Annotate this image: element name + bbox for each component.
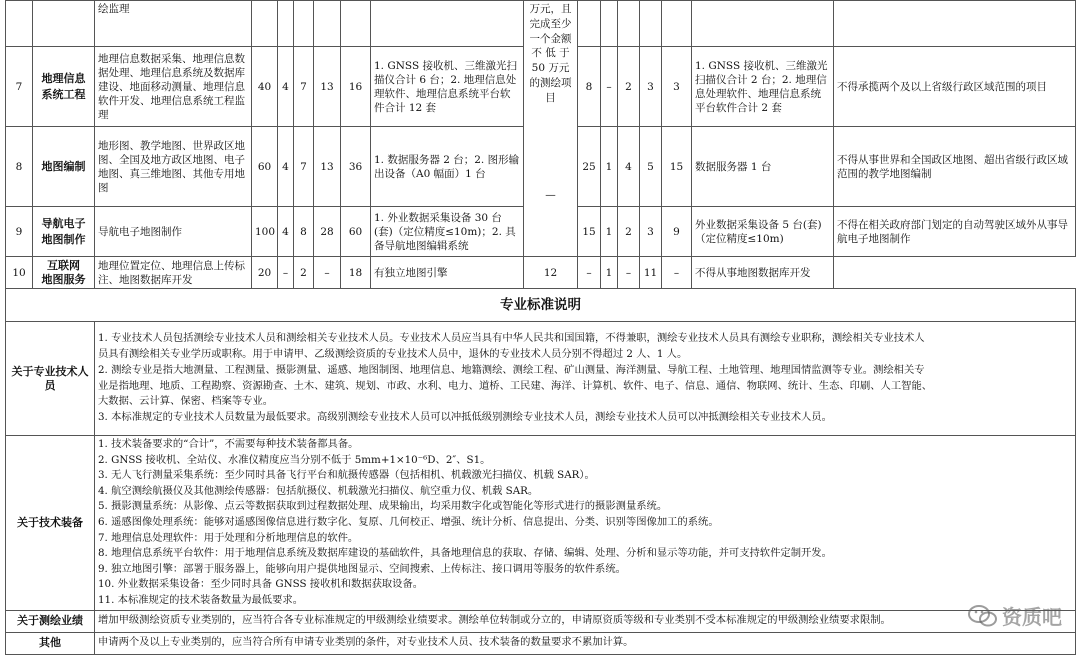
count-d: 28 (314, 207, 341, 257)
count-e: 60 (341, 207, 371, 257)
count-c: 7 (294, 47, 314, 127)
category-name: 地图编制 (33, 127, 95, 207)
scope-cell: 导航电子地图制作 (95, 207, 252, 257)
equipment-cell: 有独立地图引擎 (371, 257, 524, 289)
category-name: 地理信息 系统工程 (33, 47, 95, 127)
count-i: 3 (640, 207, 662, 257)
count-d: – (314, 257, 341, 289)
count-a: 100 (252, 207, 278, 257)
notes-label: 关于专业技术人员 (6, 322, 95, 436)
standards-table-wrapper (5, 0, 1075, 655)
count-a: 20 (252, 257, 278, 289)
watermark (968, 601, 1062, 630)
count-j: 9 (662, 207, 692, 257)
section-title: 专业标准说明 (6, 289, 1076, 322)
count-a: 40 (252, 47, 278, 127)
count-g: – (601, 47, 618, 127)
count-e: 16 (341, 47, 371, 127)
count-h: 4 (618, 127, 640, 207)
equipment2-cell: 数据服务器 1 台 (692, 127, 834, 207)
notes-row (6, 610, 1076, 632)
count-d: 13 (314, 127, 341, 207)
equipment-cell: 1. 外业数据采集设备 30 台(套)（定位精度≤10m)；2. 具备导航地图编辑系统 (371, 207, 524, 257)
count-b: 4 (278, 127, 294, 207)
count-e: 18 (341, 257, 371, 289)
limit-cell: 不得在相关政府部门划定的自动驾驶区域外从事导航电子地图制作 (834, 207, 1076, 257)
count-j: 11 (640, 257, 662, 289)
limit-cell: 不得从事地图数据库开发 (692, 257, 834, 289)
standards-table (5, 0, 1076, 655)
watermark-text: 资质吧 (1002, 605, 1062, 629)
count-j: 3 (662, 47, 692, 127)
table-row (6, 257, 1076, 289)
equipment2-cell: 外业数据采集设备 5 台(套)（定位精度≤10m) (692, 207, 834, 257)
count-f: 8 (578, 47, 601, 127)
count-i: 3 (640, 47, 662, 127)
notes-label: 关于技术装备 (6, 436, 95, 611)
count-i: – (618, 257, 640, 289)
notes-row (6, 322, 1076, 436)
section-title-row (6, 289, 1076, 322)
limit-cell: 不得承揽两个及以上省级行政区域范围的项目 (834, 47, 1076, 127)
equipment-cell: 1. 数据服务器 2 台；2. 图形输出设备（A0 幅面）1 台 (371, 127, 524, 207)
count-f: 15 (578, 207, 601, 257)
count-f: 12 (524, 257, 578, 289)
notes-content: 增加甲级测绘资质专业类别的，应当符合各专业标准规定的甲级测绘业绩要求。测绘单位转制或分立的，申请原资质等级和专业类别不受本标准规定的甲级测绘业绩要求限制。 (95, 610, 1076, 632)
count-a: 60 (252, 127, 278, 207)
notes-row (6, 632, 1076, 654)
row-number: 10 (6, 257, 33, 289)
scope-cell: 地理信息数据采集、地理信息数据处理、地理信息系统及数据库建设、地面移动测量、地理信息软件开发、地理信息系统工程监理 (95, 47, 252, 127)
notes-content: 1. 技术装备要求的“合计”，不需要每种技术装备都具备。 2. GNSS 接收机、全站仪、水准仪精度应当分别不低于 5mm+1×10⁻⁶D、2″、S1。 3. 无人飞行测量采集系统：至少同时具备飞行平台和航摄传感器（包括相机、机载激光扫描仪、机载 SAR）。 4. 航空测绘航摄仪及其他测绘传感器：包括航摄仪、机载激光扫描仪、航空重力仪、机载 SAR。 5. 摄影测量系统：从影像、点云等数据获取到过程数据处理、成果输出，均采用数字化或智能化等形式进行的摄影测量系统。 6. 遥感图像处理系统：能够对遥感图像信息进行数字化、复原、几何校正、增强、统计分析、信息提出、分类、识别等图像加工的系统。 7. 地理信息处理软件：用于处理和分析地理信息的软件。 8. 地理信息系统平台软件：用于地理信息系统及数据库建设的基础软件，具备地理信息的获取、存储、编辑、处理、分析和显示等功能，并可支持软件定制开发。 9. 独立地图引擎：部署于服务器上，能够向用户提供地图显示、空间搜索、上传标注、接口调用等服务的软件系统。 10. 外业数据采集设备：至少同时具备 GNSS 接收机和数据获取设备。 11. 本标准规定的技术装备数量为最低要求。 (95, 436, 1076, 611)
count-b: – (278, 257, 294, 289)
row-number: 8 (6, 127, 33, 207)
wechat-icon (968, 604, 998, 628)
count-g: 1 (601, 207, 618, 257)
notes-content: 1. 专业技术人员包括测绘专业技术人员和测绘相关专业技术人员。专业技术人员应当具有中华人民共和国国籍，不得兼职，测绘专业技术人员具有测绘专业职称，测绘相关专业技术人 员具有测绘相关专业学历或职称。用于申请甲、乙级测绘资质的专业技术人员中，退休的专业技术人员分别不得超过 2 人、1 人。 2. 测绘专业是指大地测量、工程测量、摄影测量、遥感、地图制图、地理信息、地籍测绘、测绘工程、矿山测量、海洋测量、导航工程、土地管理、地理国情监测等专业。测绘相关专 业是指地理、地质、工程勘察、资源勘查、土木、建筑、规划、市政、水利、电力、道桥、工民建、海洋、计算机、软件、电子、信息、通信、物联网、统计、生态、印刷、人工智能、 大数据、云计算、保密、档案等专业。 3. 本标准规定的专业技术人员数量为最低要求。高级别测绘专业技术人员可以冲抵低级别测绘专业技术人员，测绘专业技术人员可以冲抵测绘相关专业技术人员。 (95, 322, 1076, 436)
count-g: 1 (601, 127, 618, 207)
row-number: 9 (6, 207, 33, 257)
notes-label: 其他 (6, 632, 95, 654)
count-e: 36 (341, 127, 371, 207)
count-j: 15 (662, 127, 692, 207)
merged-performance-cell: 万元，且 完成至少 一个金额 不 低 于 50 万元 的测绘项 目 — (524, 1, 578, 257)
equipment-cell: 1. GNSS 接收机、三维激光扫描仪合计 6 台；2. 地理信息处理软件、地理信息系统平台软件合计 12 套 (371, 47, 524, 127)
count-i: 5 (640, 127, 662, 207)
row-number: 7 (6, 47, 33, 127)
count-h: 1 (601, 257, 618, 289)
count-h: 2 (618, 207, 640, 257)
limit-cell: 不得从事世界和全国政区地图、超出省级行政区域范围的教学地图编制 (834, 127, 1076, 207)
count-d: 13 (314, 47, 341, 127)
count-b: 4 (278, 47, 294, 127)
equipment2-cell: 1. GNSS 接收机、三维激光扫描仪合计 2 台；2. 地理信息处理软件、地理信息系统平台软件合计 2 套 (692, 47, 834, 127)
count-g: – (578, 257, 601, 289)
count-c: 2 (294, 257, 314, 289)
scope-cell: 地形图、教学地图、世界政区地图、全国及地方政区地图、电子地图、真三维地图、其他专用地图 (95, 127, 252, 207)
notes-row (6, 436, 1076, 611)
count-c: 8 (294, 207, 314, 257)
equipment2-cell: – (662, 257, 692, 289)
notes-content: 申请两个及以上专业类别的，应当符合所有申请专业类别的条件，对专业技术人员、技术装备的数量要求不累加计算。 (95, 632, 1076, 654)
count-f: 25 (578, 127, 601, 207)
count-b: 4 (278, 207, 294, 257)
scope-cell: 地理位置定位、地理信息上传标注、地图数据库开发 (95, 257, 252, 289)
category-name: 导航电子 地图制作 (33, 207, 95, 257)
scope-cell: 绘监理 (95, 1, 252, 47)
notes-label: 关于测绘业绩 (6, 610, 95, 632)
count-c: 7 (294, 127, 314, 207)
category-name: 互联网 地图服务 (33, 257, 95, 289)
count-h: 2 (618, 47, 640, 127)
table-row-continued (6, 1, 1076, 47)
